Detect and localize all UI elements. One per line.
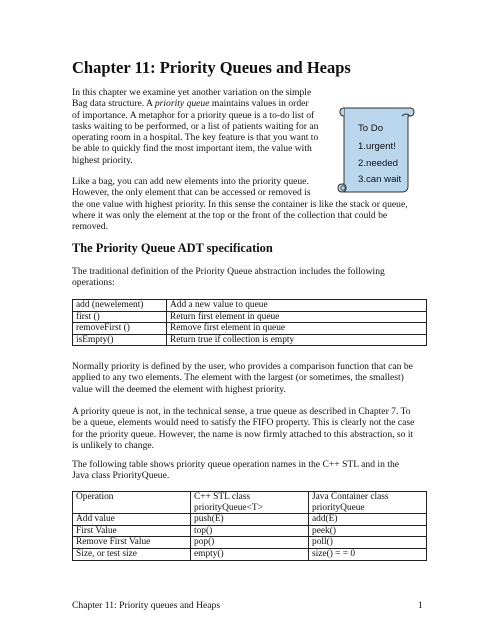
paragraph-priority: Normally priority is defined by the user, who provides a comparison function that can be applied to any two elements. The element with the largest (or sometimes, the smallest) value will the deemed the element with highest priority. xyxy=(72,361,413,395)
table-header-cell: Operation xyxy=(73,492,191,514)
table-row: first () Return first element in queue xyxy=(73,311,427,323)
todo-item: 2.needed xyxy=(358,158,399,169)
todo-item: 3.can wait xyxy=(358,174,402,185)
paragraph-definition: The traditional definition of the Priority Queue abstraction includes the following operations: xyxy=(72,266,385,289)
table-header-cell: Java Container class priorityQueue xyxy=(309,492,427,514)
footer-chapter: Chapter 11: Priority queues and Heaps xyxy=(72,600,221,611)
intro-line: of importance. A metaphor for a priority queue is a to-do list of xyxy=(72,109,315,121)
intro-line: operating room in a hospital. The key feature is that you want to xyxy=(72,132,319,144)
intro-line: be able to quickly find the most important item, the value with xyxy=(72,143,312,155)
table-row: Remove First Value pop() poll() xyxy=(73,537,427,549)
section-title: The Priority Queue ADT specification xyxy=(72,241,273,255)
intro-line: highest priority. xyxy=(72,154,133,166)
paragraph-fifo: A priority queue is not, in the technical sense, a true queue as described in Chapter 7. To be a queue, elements would need to satisfy the FIFO property. This is clearly not the case for the priority queue. However, the name is now firmly attached to this abstraction, so it is unlikely to change. xyxy=(72,406,415,451)
page-number: 1 xyxy=(418,600,423,611)
operations-table xyxy=(72,299,427,346)
paragraph-bag: Like a bag, you can add new elements into the priority queue. However, the only element that can be accessed or removed is the one value with highest priority. In this sense the container is like the stack or queue, where it was only the element at the top or the front of the collection that could be removed. xyxy=(72,176,408,233)
priority-queue-term: priority queue xyxy=(154,98,210,110)
todo-header: To Do xyxy=(358,123,384,134)
table-header-cell: C++ STL class priorityQueue<T> xyxy=(191,492,309,514)
table-row: removeFirst () Remove first element in queue xyxy=(73,323,427,335)
table-header-row xyxy=(73,492,427,514)
paragraph-table-intro: The following table shows priority queue operation names in the C++ STL and in the Java class PriorityQueue. xyxy=(72,459,399,482)
intro-paragraph xyxy=(72,87,318,166)
table-row: add (newelement) Add a new value to queue xyxy=(73,300,427,312)
intro-line: Bag data structure. A priority queue maintains values in order xyxy=(72,98,309,110)
table-row: isEmpty() Return true if collection is empty xyxy=(73,334,427,346)
todo-item: 1.urgent! xyxy=(358,141,396,152)
table-row: First Value top() peek() xyxy=(73,525,427,537)
table-row: Size, or test size empty() size() = = 0 xyxy=(73,548,427,560)
intro-line: In this chapter we examine yet another variation on the simple xyxy=(72,87,312,98)
intro-line: tasks waiting to be performed, or a list of patients waiting for an xyxy=(72,120,319,132)
chapter-title: Chapter 11: Priority Queues and Heaps xyxy=(72,58,351,77)
table-row: Add value push(E) add(E) xyxy=(73,514,427,526)
operation-names-table xyxy=(72,491,427,561)
